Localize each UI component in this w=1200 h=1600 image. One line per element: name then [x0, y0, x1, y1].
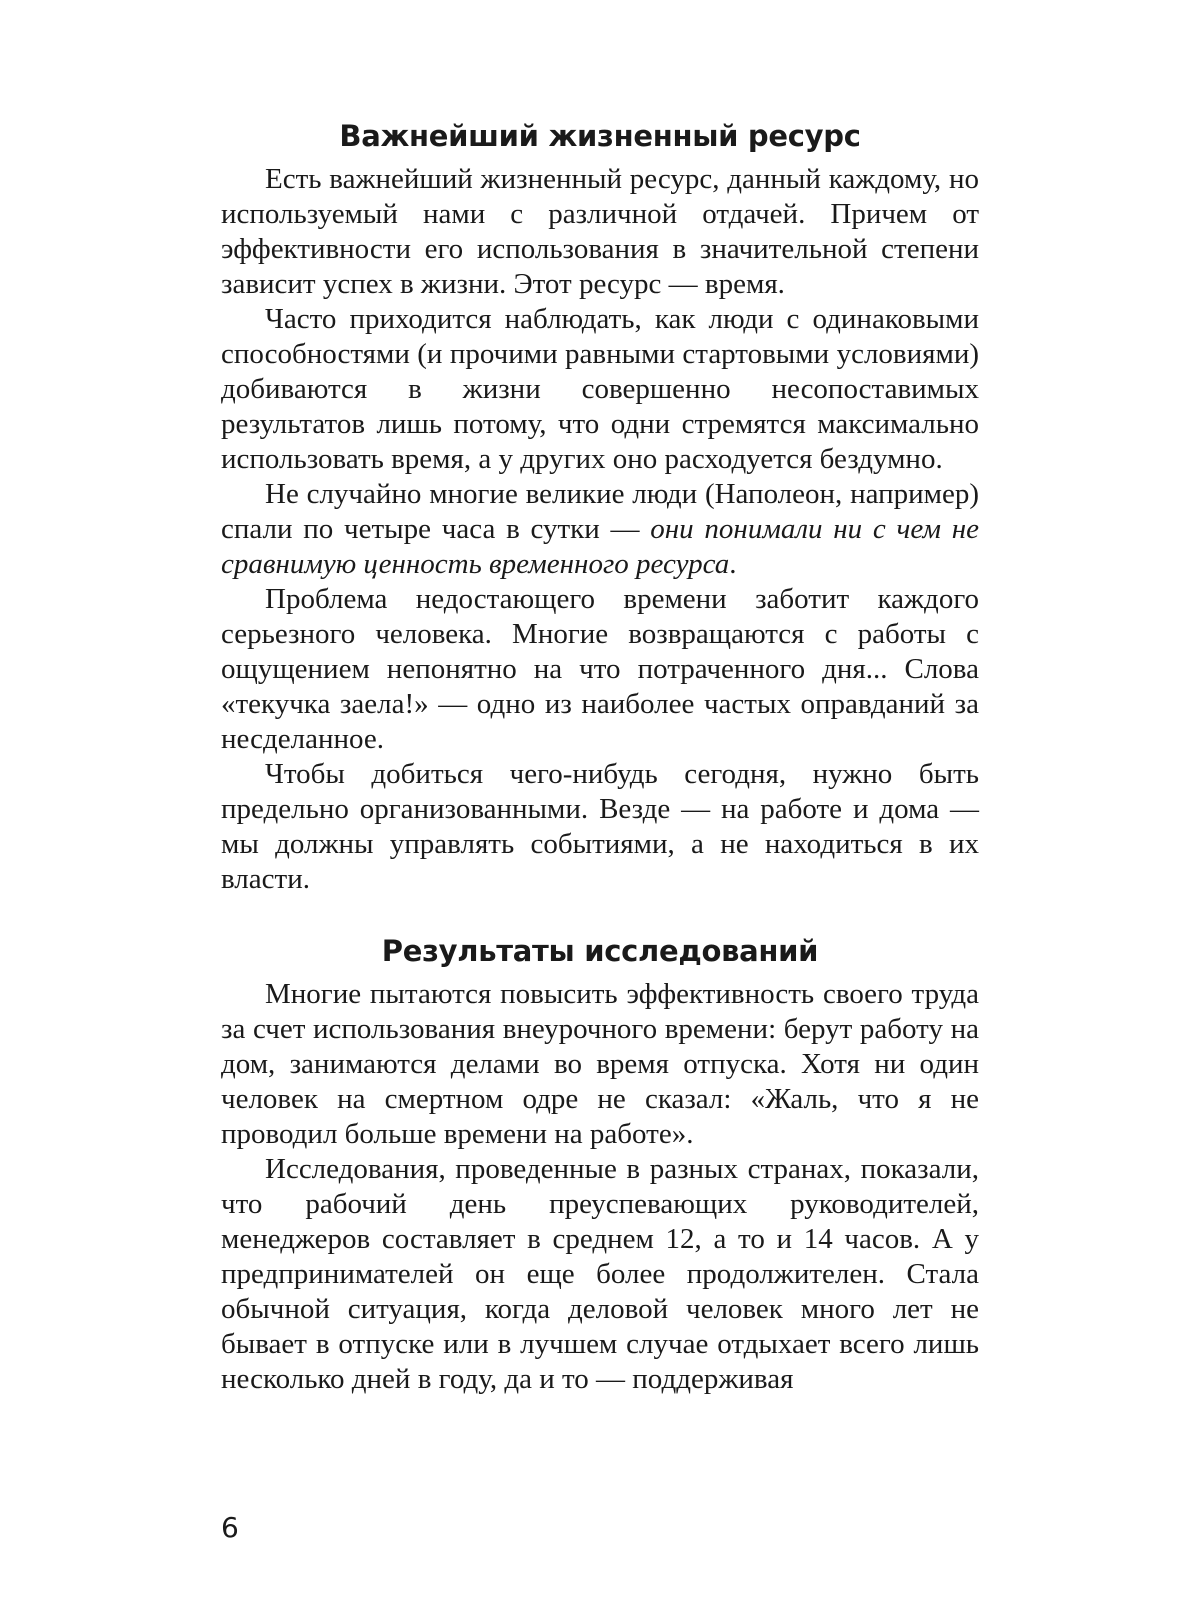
section-heading: Результаты исследований: [381, 934, 819, 968]
emphasized-text: они понимали ни с чем не сравнимую ценность временного ресурса: [221, 513, 979, 580]
paragraph: Исследования, проведенные в разных странах, показали, что рабочий день преуспевающих руководителей, менеджеров составляет в среднем 12, а то и 14 часов. А у предпринимателей он еще более продолжителен. Стала обычной ситуация, когда деловой человек много лет не бывает в отпуске или в лучшем случае отдыхает всего лишь несколько дней в году, да и то — поддерживая: [221, 1153, 979, 1395]
page-number: 6: [221, 1511, 239, 1544]
paragraph-tail: .: [729, 548, 737, 580]
page-body: [221, 118, 979, 1397]
section-vital-resource: [221, 118, 979, 897]
paragraph: Проблема недостающего времени заботит каждого серьезного человека. Многие возвращаются с работы с ощущением непонятно на что потраченного дня... Слова «текучка заела!» — одно из наиболее частых оправданий за несделанное.: [221, 583, 979, 755]
paragraph: Есть важнейший жизненный ресурс, данный каждому, но используемый нами с различной отдачей. Причем от эффективности его использования в значительной степени зависит успех в жизни. Этот ресурс — время.: [221, 163, 979, 300]
paragraph: Многие пытаются повысить эффективность своего труда за счет использования внеурочного времени: берут работу на дом, занимаются делами во время отпуска. Хотя ни один человек на смертном одре не сказал: «Жаль, что я не проводил больше времени на работе».: [221, 978, 979, 1150]
paragraph: [221, 477, 979, 582]
paragraph: Часто приходится наблюдать, как люди с одинаковыми способностями (и прочими равными стартовыми условиями) добиваются в жизни совершенно несопоставимых результатов лишь потому, что одни стремятся максимально использовать время, а у других оно расходуется бездумно.: [221, 303, 979, 475]
paragraph-text: Не случайно многие великие люди (Наполеон, например) спали по четыре часа в сутки —: [221, 478, 979, 545]
paragraph: Чтобы добиться чего-нибудь сегодня, нужно быть предельно организованными. Везде — на работе и дома — мы должны управлять событиями, а не находиться в их власти.: [221, 758, 979, 895]
section-research-results: [221, 933, 979, 1397]
section-heading: Важнейший жизненный ресурс: [339, 119, 861, 153]
